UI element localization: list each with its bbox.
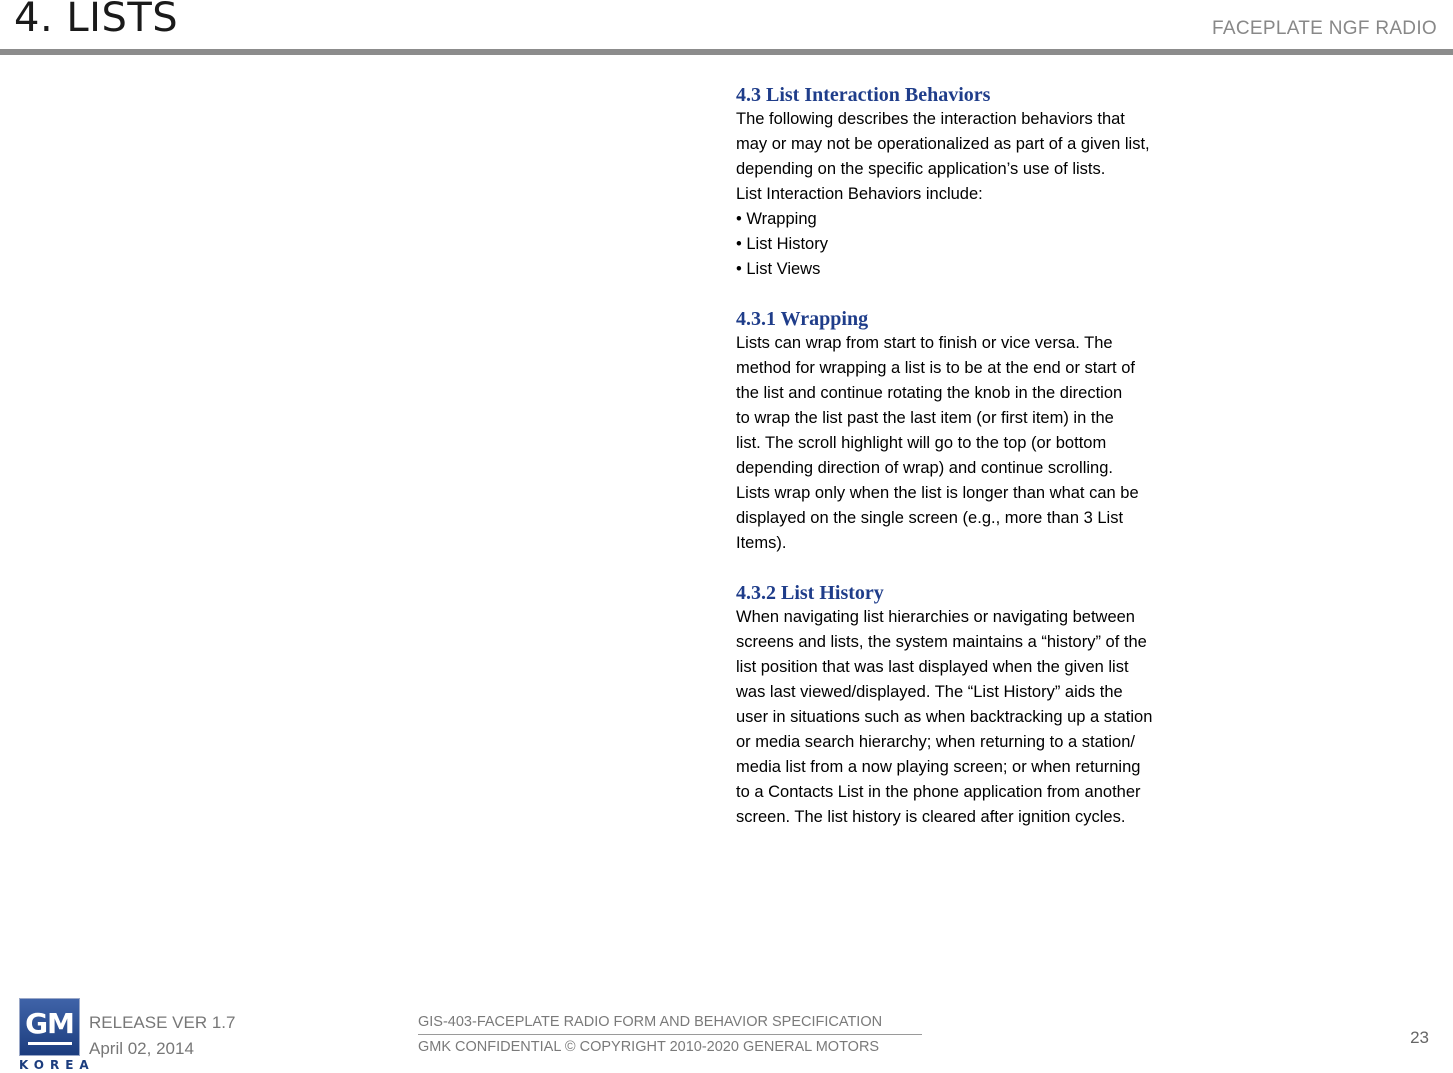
paragraph-line: screen. The list history is cleared after ignition cycles.: [736, 808, 1126, 826]
paragraph-line: may or may not be operationalized as part of a given list,: [736, 135, 1150, 153]
paragraph-line: depending on the specific application’s use of lists.: [736, 160, 1106, 178]
paragraph-line: depending direction of wrap) and continue scrolling.: [736, 459, 1113, 477]
paragraph-line: method for wrapping a list is to be at the end or start of: [736, 359, 1135, 377]
page-number: 23: [1410, 1028, 1429, 1047]
paragraph-line: was last viewed/displayed. The “List History” aids the: [736, 683, 1123, 701]
paragraph-line: Lists wrap only when the list is longer than what can be: [736, 484, 1139, 502]
paragraph-line: user in situations such as when backtracking up a station: [736, 708, 1153, 726]
paragraph-line: list. The scroll highlight will go to the top (or bottom: [736, 434, 1107, 452]
release-info: [89, 1010, 235, 1062]
chapter-title: 4. LISTS: [14, 0, 179, 41]
confidential-notice: GMK CONFIDENTIAL © COPYRIGHT 2010-2020 GENERAL MOTORS: [418, 1039, 880, 1055]
paragraph-line: to wrap the list past the last item (or first item) in the: [736, 409, 1114, 427]
gm-logo: [19, 998, 80, 1056]
paragraph-line: or media search hierarchy; when returning to a station/: [736, 733, 1135, 751]
document-label: FACEPLATE NGF RADIO: [1212, 18, 1437, 39]
bullet-item: • List Views: [736, 260, 821, 278]
gm-logo-text: GM: [25, 1006, 74, 1040]
paragraph-line: list position that was last displayed when the given list: [736, 658, 1129, 676]
content-column: [736, 83, 1226, 830]
spec-info: [418, 1012, 922, 1058]
paragraph-line: displayed on the single screen (e.g., more than 3 List: [736, 509, 1124, 527]
paragraph-line: screens and lists, the system maintains a “history” of the: [736, 633, 1147, 651]
paragraph-line: Lists can wrap from start to finish or vice versa. The: [736, 334, 1113, 352]
list-history-heading: 4.3.2 List History: [736, 582, 884, 604]
gm-logo-underline: [28, 1042, 72, 1045]
spec-title: GIS-403-FACEPLATE RADIO FORM AND BEHAVIOR SPECIFICATION: [418, 1012, 922, 1035]
release-version: RELEASE VER 1.7: [89, 1013, 236, 1032]
paragraph-line: List Interaction Behaviors include:: [736, 185, 983, 203]
paragraph-line: media list from a now playing screen; or when returning: [736, 758, 1141, 776]
release-date: April 02, 2014: [89, 1039, 194, 1058]
bullet-item: • Wrapping: [736, 210, 817, 228]
section-heading: 4.3 List Interaction Behaviors: [736, 84, 991, 106]
paragraph-line: Items).: [736, 534, 787, 552]
paragraph-line: the list and continue rotating the knob in the direction: [736, 384, 1123, 402]
paragraph-line: When navigating list hierarchies or navigating between: [736, 608, 1135, 626]
paragraph-line: The following describes the interaction behaviors that: [736, 110, 1125, 128]
bullet-item: • List History: [736, 235, 828, 253]
header-divider: [0, 49, 1453, 55]
gm-korea-wordmark: KOREA: [19, 1058, 95, 1072]
wrapping-heading: 4.3.1 Wrapping: [736, 308, 869, 330]
paragraph-line: to a Contacts List in the phone application from another: [736, 783, 1141, 801]
